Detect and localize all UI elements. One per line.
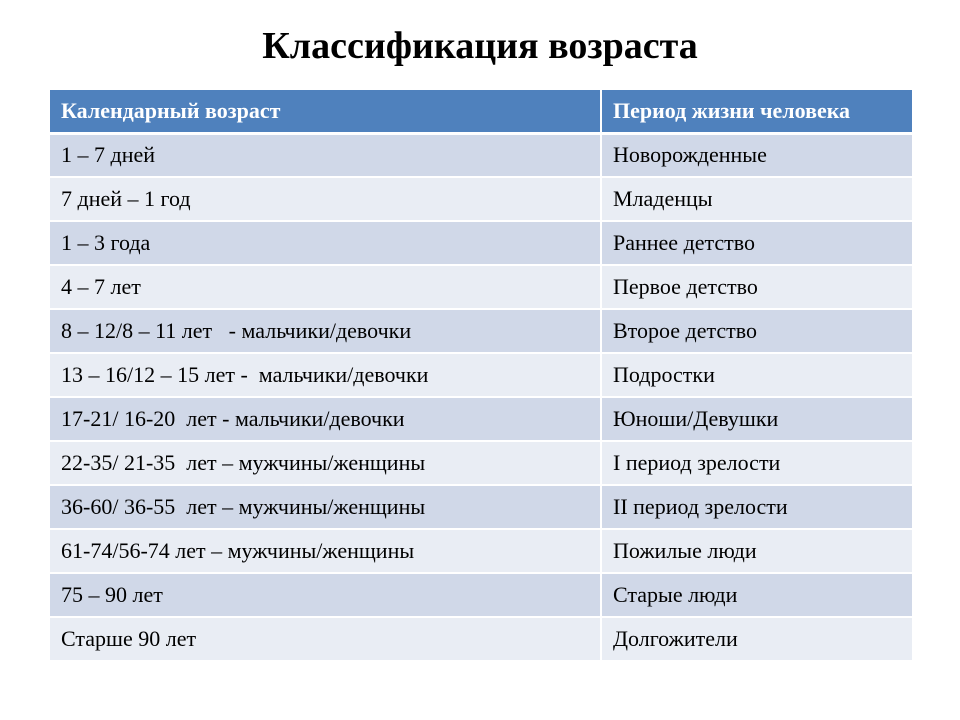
age-cell: 36-60/ 36-55 лет – мужчины/женщины	[49, 485, 601, 529]
table-row	[49, 309, 913, 353]
age-cell: 1 – 7 дней	[49, 133, 601, 177]
age-cell: 1 – 3 года	[49, 221, 601, 265]
age-cell: 8 – 12/8 – 11 лет - мальчики/девочки	[49, 309, 601, 353]
table-row	[49, 573, 913, 617]
table-row	[49, 529, 913, 573]
age-cell: 4 – 7 лет	[49, 265, 601, 309]
table-row	[49, 441, 913, 485]
table-row	[49, 485, 913, 529]
period-cell: Старые люди	[601, 573, 913, 617]
period-cell: Второе детство	[601, 309, 913, 353]
period-cell: Подростки	[601, 353, 913, 397]
period-cell: Пожилые люди	[601, 529, 913, 573]
table-row	[49, 133, 913, 177]
age-cell: Старше 90 лет	[49, 617, 601, 661]
age-cell: 75 – 90 лет	[49, 573, 601, 617]
period-cell: Долгожители	[601, 617, 913, 661]
age-cell: 22-35/ 21-35 лет – мужчины/женщины	[49, 441, 601, 485]
table-row	[49, 221, 913, 265]
header-calendar-age: Календарный возраст	[49, 89, 601, 133]
table-row	[49, 617, 913, 661]
table-row	[49, 353, 913, 397]
age-cell: 17-21/ 16-20 лет - мальчики/девочки	[49, 397, 601, 441]
header-life-period: Период жизни человека	[601, 89, 913, 133]
age-classification-table	[48, 88, 914, 662]
table-row	[49, 397, 913, 441]
age-cell: 13 – 16/12 – 15 лет - мальчики/девочки	[49, 353, 601, 397]
period-cell: I период зрелости	[601, 441, 913, 485]
period-cell: Новорожденные	[601, 133, 913, 177]
age-cell: 61-74/56-74 лет – мужчины/женщины	[49, 529, 601, 573]
table-row	[49, 265, 913, 309]
period-cell: Младенцы	[601, 177, 913, 221]
period-cell: II период зрелости	[601, 485, 913, 529]
table-row	[49, 177, 913, 221]
period-cell: Юноши/Девушки	[601, 397, 913, 441]
age-cell: 7 дней – 1 год	[49, 177, 601, 221]
table-header-row	[49, 89, 913, 133]
period-cell: Первое детство	[601, 265, 913, 309]
period-cell: Раннее детство	[601, 221, 913, 265]
age-classification-table-container	[48, 88, 912, 662]
page-title: Классификация возраста	[262, 25, 698, 67]
